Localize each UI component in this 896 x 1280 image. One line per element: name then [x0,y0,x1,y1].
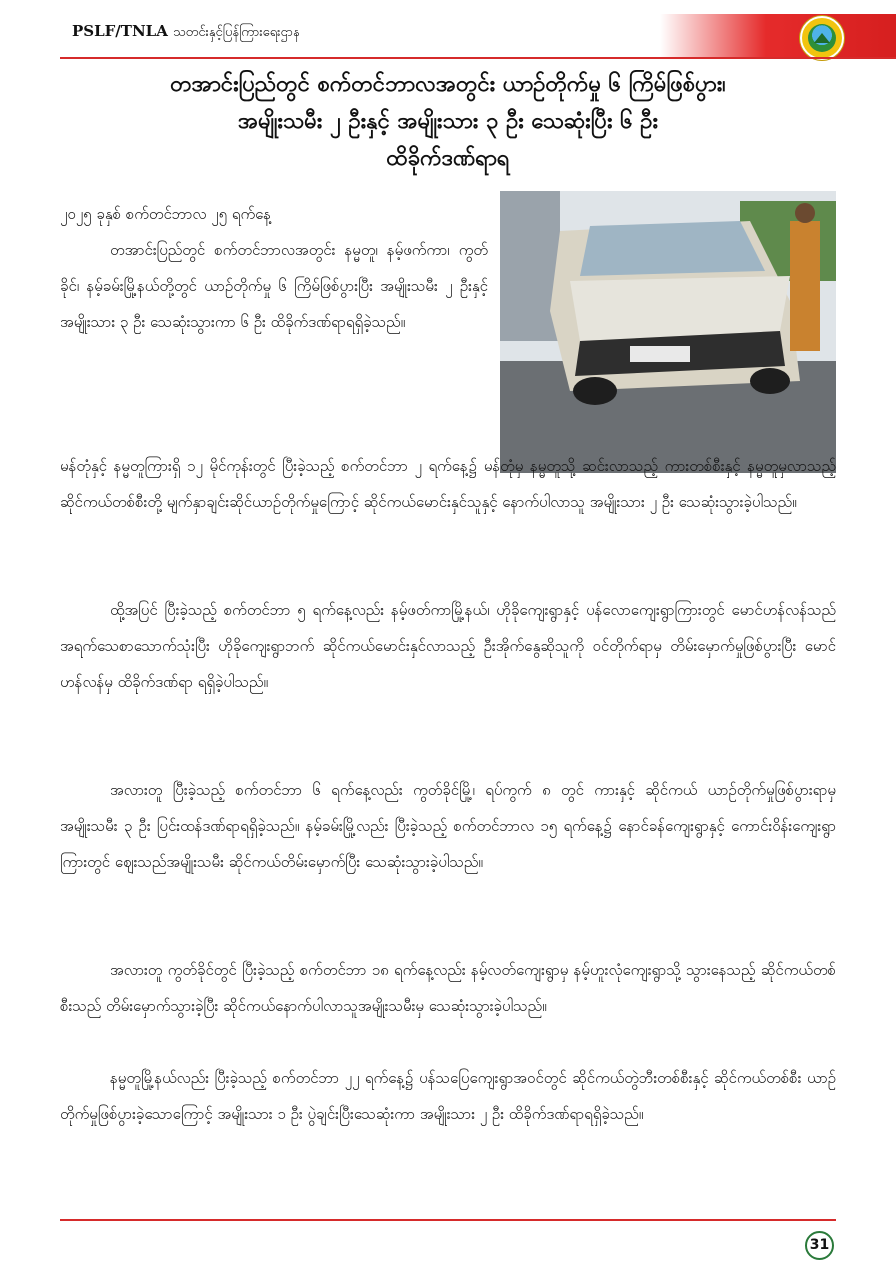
article-paragraph: တအာင်းပြည်တွင် စက်တင်ဘာလအတွင်း နမ္မတူ၊ နမ့်ဖက်ကာ၊ ကွတ်ခိုင်၊ နမ့်ခမ်းမြို့နယ်တို့တွင် ယာဉ်တိုက်မှု ၆ ကြိမ်ဖြစ်ပွားပြီး အမျိုးသမီး ၂ ဦးနှင့် အမျိုးသား ၃ ဦး သေဆုံးသွားကာ ၆ ဦး ထိခိုက်ဒဏ်ရာရရှိခဲ့သည်။ [60,241,488,331]
article-paragraph: နမ္မတူမြို့နယ်လည်း ပြီးခဲ့သည့် စက်တင်ဘာ ၂၂ ရက်နေ့၌ ပန်သပြေကျေးရွာအဝင်တွင် ဆိုင်ကယ်တွဲဘီးတစ်စီးနှင့် ဆိုင်ကယ်တစ်စီး ယာဉ်တိုက်မှုဖြစ်ပွားခဲ့သောကြောင့် အမျိုးသား ၁ ဦး ပွဲချင်းပြီးသေဆုံးကာ အမျိုးသား ၂ ဦး ထိခိုက်ဒဏ်ရာရရှိခဲ့သည်။ [60,1069,836,1123]
headline-line-2: အမျိုးသမီး ၂ ဦးနှင့် အမျိုးသား ၃ ဦး သေဆုံးပြီး ၆ ဦး [237,109,659,134]
header-red-band [660,14,896,58]
org-logo-icon [800,16,844,60]
article-paragraph: အလားတူ ကွတ်ခိုင်တွင် ပြီးခဲ့သည့် စက်တင်ဘာ ၁၈ ရက်နေ့လည်း နမ့်လတ်ကျေးရွာမှ နမ့်ဟူးလုံကျေးရွာသို့ သွားနေသည့် ဆိုင်ကယ်တစ်စီးသည် တိမ်းမှောက်သွားခဲ့ပြီး ဆိုင်ကယ်နောက်ပါလာသူအမျိုးသမီးမှ သေဆုံးသွားခဲ့ပါသည်။ [60,961,836,1015]
header-title [72,22,300,43]
header-divider [60,57,896,59]
header-org: PSLF/TNLA [72,22,168,40]
logo-mountain-icon [814,33,830,43]
crashed-car-photo [500,191,836,473]
article-headline [60,66,836,177]
headline-line-3: ထိခိုက်ဒဏ်ရာရ [386,146,510,171]
header-dept: သတင်းနှင့်ပြန်ကြားရေးဌာန [173,25,300,40]
article-paragraph: အလားတူ ပြီးခဲ့သည့် စက်တင်ဘာ ၆ ရက်နေ့လည်း ကွတ်ခိုင်မြို့၊ ရပ်ကွက် ၈ တွင် ကားနှင့် ဆိုင်ကယ် ယာဉ်တိုက်မှုဖြစ်ပွားရာမှ အမျိုးသမီး ၃ ဦး ပြင်းထန်ဒဏ်ရာရရှိခဲ့သည်။ နမ့်ခမ်းမြို့လည်း ပြီးခဲ့သည့် စက်တင်ဘာလ ၁၅ ရက်နေ့၌ နောင်ခန်ကျေးရွာနှင့် ကောင်းဝိန်းကျေးရွာကြားတွင် ဈေးသည်အမျိုးသမီး ဆိုင်ကယ်တိမ်းမှောက်ပြီး သေဆုံးသွားခဲ့ပါသည်။ [60,781,836,871]
crashed-car-illustration [500,191,836,473]
page-number: 31 [805,1231,834,1260]
article-paragraph: မန်တုံနှင့် နမ္မတူကြားရှိ ၁၂ မိုင်ကုန်းတွင် ပြီးခဲ့သည့် စက်တင်ဘာ ၂ ရက်နေ့၌ မန်တုံမှ နမ္မတူသို့ ဆင်းလာသည့် ကားတစ်စီးနှင့် နမ္မတူမှလာသည့် ဆိုင်ကယ်တစ်စီးတို့ မျက်နှာချင်းဆိုင်ယာဉ်တိုက်မှုကြောင့် ဆိုင်ကယ်မောင်းနှင်သူနှင့် နောက်ပါလာသူ အမျိုးသား ၂ ဦး သေဆုံးသွားခဲ့ပါသည်။ [60,457,836,511]
article-paragraph: ထို့အပြင် ပြီးခဲ့သည့် စက်တင်ဘာ ၅ ရက်နေ့လည်း နမ့်ဖတ်ကာမြို့နယ်၊ ဟိုခိုကျေးရွာနှင့် ပန်လောကျေးရွာကြားတွင် မောင်ဟန်လန်သည် အရက်သေစာသောက်သုံးပြီး ဟိုခိုကျေးရွာဘက် ဆိုင်ကယ်မောင်းနှင်လာသည့် ဦးအိုက်နွေဆိုသူကို ဝင်တိုက်ရာမှ တိမ်းမှောက်မှုဖြစ်ပွားပြီး မောင်ဟန်လန်မှ ထိခိုက်ဒဏ်ရာ ရရှိခဲ့ပါသည်။ [60,601,836,691]
headline-line-1: တအာင်းပြည်တွင် စက်တင်ဘာလအတွင်း ယာဉ်တိုက်မှု ၆ ကြိမ်ဖြစ်ပွား၊ [170,72,726,97]
footer-divider [60,1219,836,1221]
page-header [0,0,896,62]
article-dateline: ၂၀၂၅ ခုနှစ် စက်တင်ဘာလ ၂၅ ရက်နေ့ [60,205,272,223]
